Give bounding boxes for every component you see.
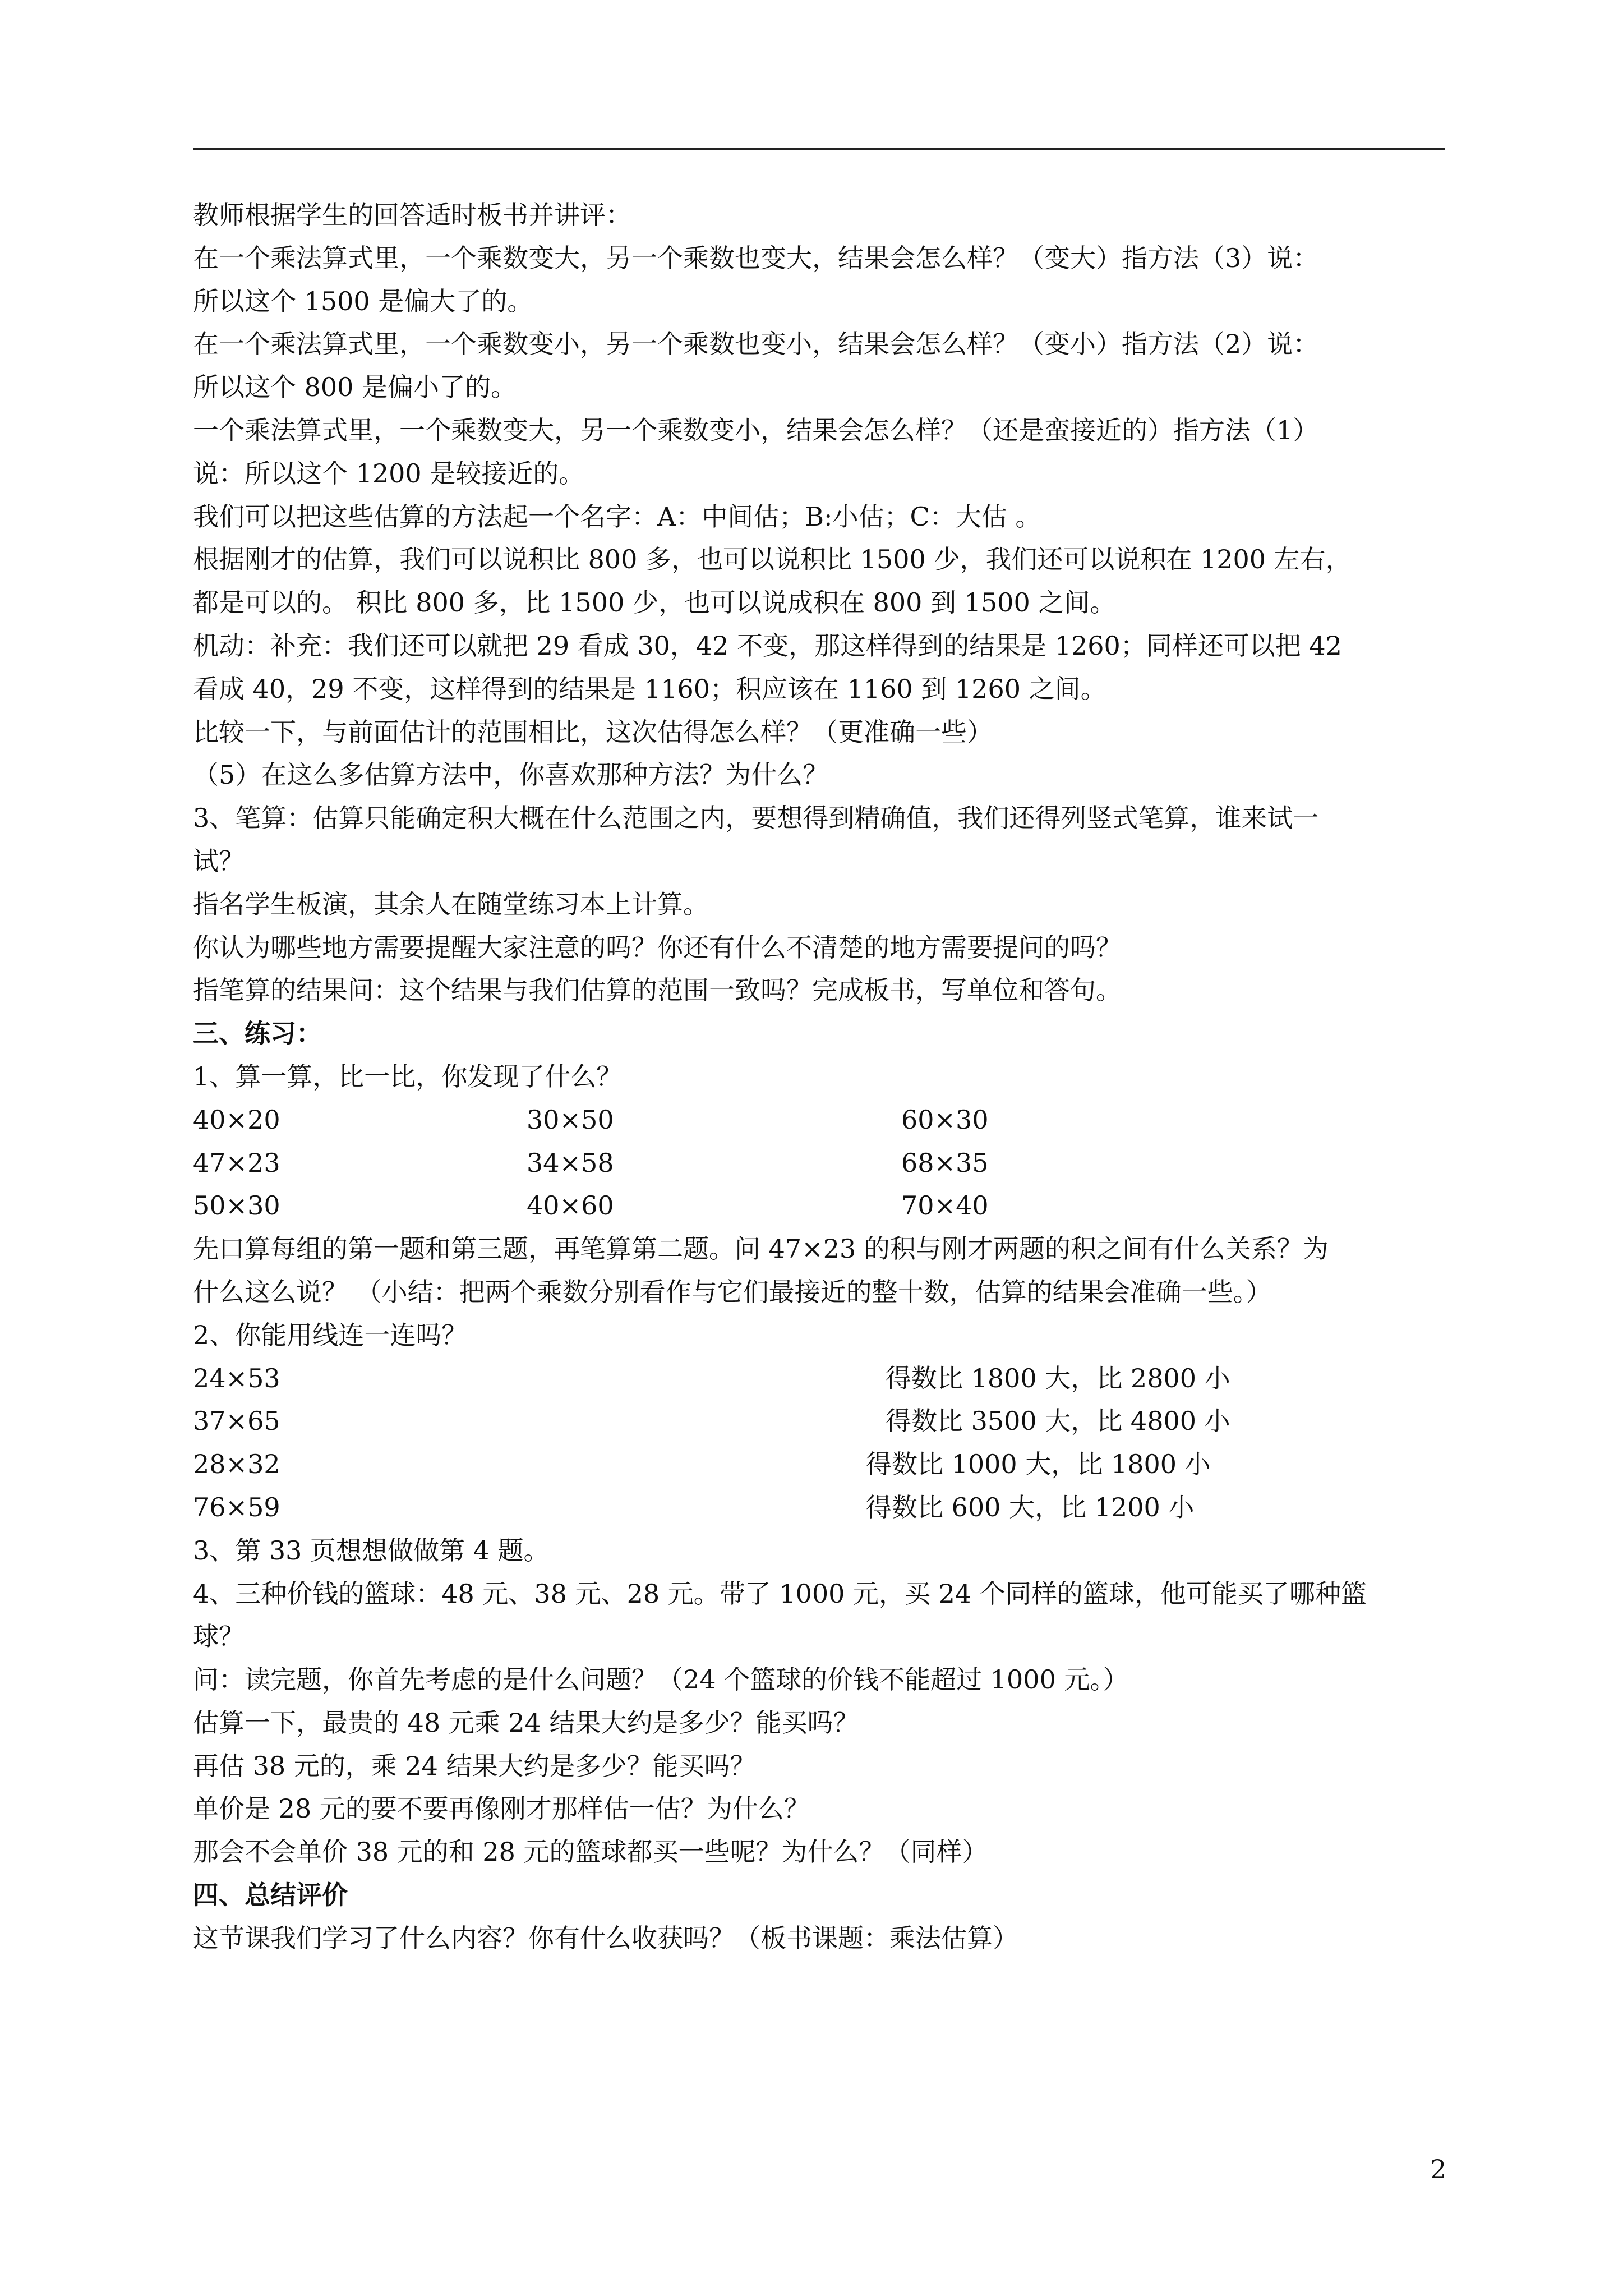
- paragraph: 机动：补充：我们还可以就把 29 看成 30，42 不变，那这样得到的结果是 1260；同样还可以把 42: [193, 630, 1342, 661]
- paragraph: 所以这个 800 是偏小了的。: [193, 372, 517, 403]
- paragraph: 球？: [193, 1621, 245, 1652]
- paragraph: 估算一下，最贵的 48 元乘 24 结果大约是多少？能买吗？: [193, 1707, 859, 1738]
- range-cell: 得数比 1800 大，比 2800 小: [886, 1363, 1230, 1393]
- matching-row: [193, 1486, 1449, 1529]
- paragraph: 那会不会单价 38 元的和 28 元的篮球都买一些呢？为什么？（同样）: [193, 1837, 988, 1867]
- expression-cell: 70×40: [901, 1190, 989, 1221]
- exercise-2-title: 2、你能用线连一连吗？: [193, 1319, 468, 1350]
- paragraph: 3、第 33 页想想做做第 4 题。: [193, 1535, 550, 1566]
- paragraph: 一个乘法算式里，一个乘数变大，另一个乘数变小，结果会怎么样？（还是蛮接近的）指方法（1）: [193, 415, 1319, 445]
- expression-cell: 60×30: [901, 1104, 989, 1135]
- range-cell: 得数比 1000 大，比 1800 小: [866, 1449, 1211, 1480]
- paragraph: 4、三种价钱的篮球：48 元、38 元、28 元。带了 1000 元，买 24 个同样的篮球，他可能买了哪种篮: [193, 1578, 1367, 1609]
- paragraph: 问：读完题，你首先考虑的是什么问题？（24 个篮球的价钱不能超过 1000 元。）: [193, 1664, 1129, 1695]
- expression-cell: 30×50: [527, 1104, 614, 1135]
- paragraph: 3、笔算：估算只能确定积大概在什么范围之内，要想得到精确值，我们还得列竖式笔算，谁来试一: [193, 803, 1319, 834]
- expression-cell: 40×60: [527, 1190, 614, 1221]
- paragraph: 再估 38 元的，乘 24 结果大约是多少？能买吗？: [193, 1750, 756, 1781]
- page-number: 2: [1430, 2154, 1447, 2184]
- paragraph: 教师根据学生的回答适时板书并讲评：: [193, 200, 631, 230]
- section-heading-summary: 四、总结评价: [193, 1880, 348, 1911]
- matching-row: [193, 1357, 1449, 1400]
- paragraph: 所以这个 1500 是偏大了的。: [193, 286, 533, 316]
- expression-cell: 34×58: [527, 1147, 614, 1178]
- exercise-1-row: [193, 1184, 1449, 1227]
- expression-cell: 68×35: [901, 1147, 989, 1178]
- paragraph: 在一个乘法算式里，一个乘数变大，另一个乘数也变大，结果会怎么样？（变大）指方法（3）说：: [193, 242, 1319, 273]
- expression-cell: 47×23: [193, 1147, 280, 1178]
- paragraph: 比较一下，与前面估计的范围相比，这次估得怎么样？（更准确一些）: [193, 716, 993, 747]
- paragraph: 都是可以的。 积比 800 多，比 1500 少，也可以说成积在 800 到 1500 之间。: [193, 587, 1116, 618]
- expression-cell: 24×53: [193, 1363, 280, 1393]
- paragraph: 指名学生板演，其余人在随堂练习本上计算。: [193, 889, 709, 919]
- expression-cell: 76×59: [193, 1492, 280, 1522]
- matching-row: [193, 1443, 1449, 1486]
- expression-cell: 28×32: [193, 1449, 280, 1480]
- expression-cell: 37×65: [193, 1406, 280, 1437]
- exercise-1-title: 1、算一算，比一比，你发现了什么？: [193, 1061, 623, 1092]
- exercise-1-note: 什么这么说？ （小结：把两个乘数分别看作与它们最接近的整十数，估算的结果会准确一些。）: [193, 1276, 1272, 1307]
- paragraph: 单价是 28 元的要不要再像刚才那样估一估？为什么？: [193, 1793, 810, 1824]
- range-cell: 得数比 3500 大，比 4800 小: [886, 1406, 1230, 1437]
- document-body: [193, 194, 1449, 1960]
- paragraph: 说：所以这个 1200 是较接近的。: [193, 458, 585, 489]
- paragraph: 试？: [193, 845, 245, 876]
- exercise-1-row: [193, 1142, 1449, 1185]
- section-heading-practice: 三、练习：: [193, 1018, 322, 1049]
- paragraph: 我们可以把这些估算的方法起一个名字：A：中间估；B:小估；C：大估 。: [193, 501, 1041, 532]
- summary-paragraph: 这节课我们学习了什么内容？你有什么收获吗？（板书课题：乘法估算）: [193, 1922, 1018, 1953]
- exercise-1-note: 先口算每组的第一题和第三题，再笔算第二题。问 47×23 的积与刚才两题的积之间有什么关系？为: [193, 1234, 1329, 1264]
- paragraph: （5）在这么多估算方法中，你喜欢那种方法？为什么？: [193, 760, 829, 790]
- matching-row: [193, 1400, 1449, 1443]
- paragraph: 根据刚才的估算，我们可以说积比 800 多，也可以说积比 1500 少，我们还可以说积在 1200 左右，: [193, 544, 1352, 575]
- paragraph: 在一个乘法算式里，一个乘数变小，另一个乘数也变小，结果会怎么样？（变小）指方法（2）说：: [193, 329, 1319, 360]
- range-cell: 得数比 600 大，比 1200 小: [866, 1492, 1195, 1522]
- paragraph: 看成 40，29 不变，这样得到的结果是 1160；积应该在 1160 到 1260 之间。: [193, 673, 1106, 704]
- expression-cell: 40×20: [193, 1104, 280, 1135]
- expression-cell: 50×30: [193, 1190, 280, 1221]
- exercise-1-row: [193, 1098, 1449, 1142]
- paragraph: 指笔算的结果问：这个结果与我们估算的范围一致吗？完成板书，写单位和答句。: [193, 975, 1122, 1006]
- header-rule: [193, 148, 1445, 150]
- paragraph: 你认为哪些地方需要提醒大家注意的吗？你还有什么不清楚的地方需要提问的吗？: [193, 932, 1122, 963]
